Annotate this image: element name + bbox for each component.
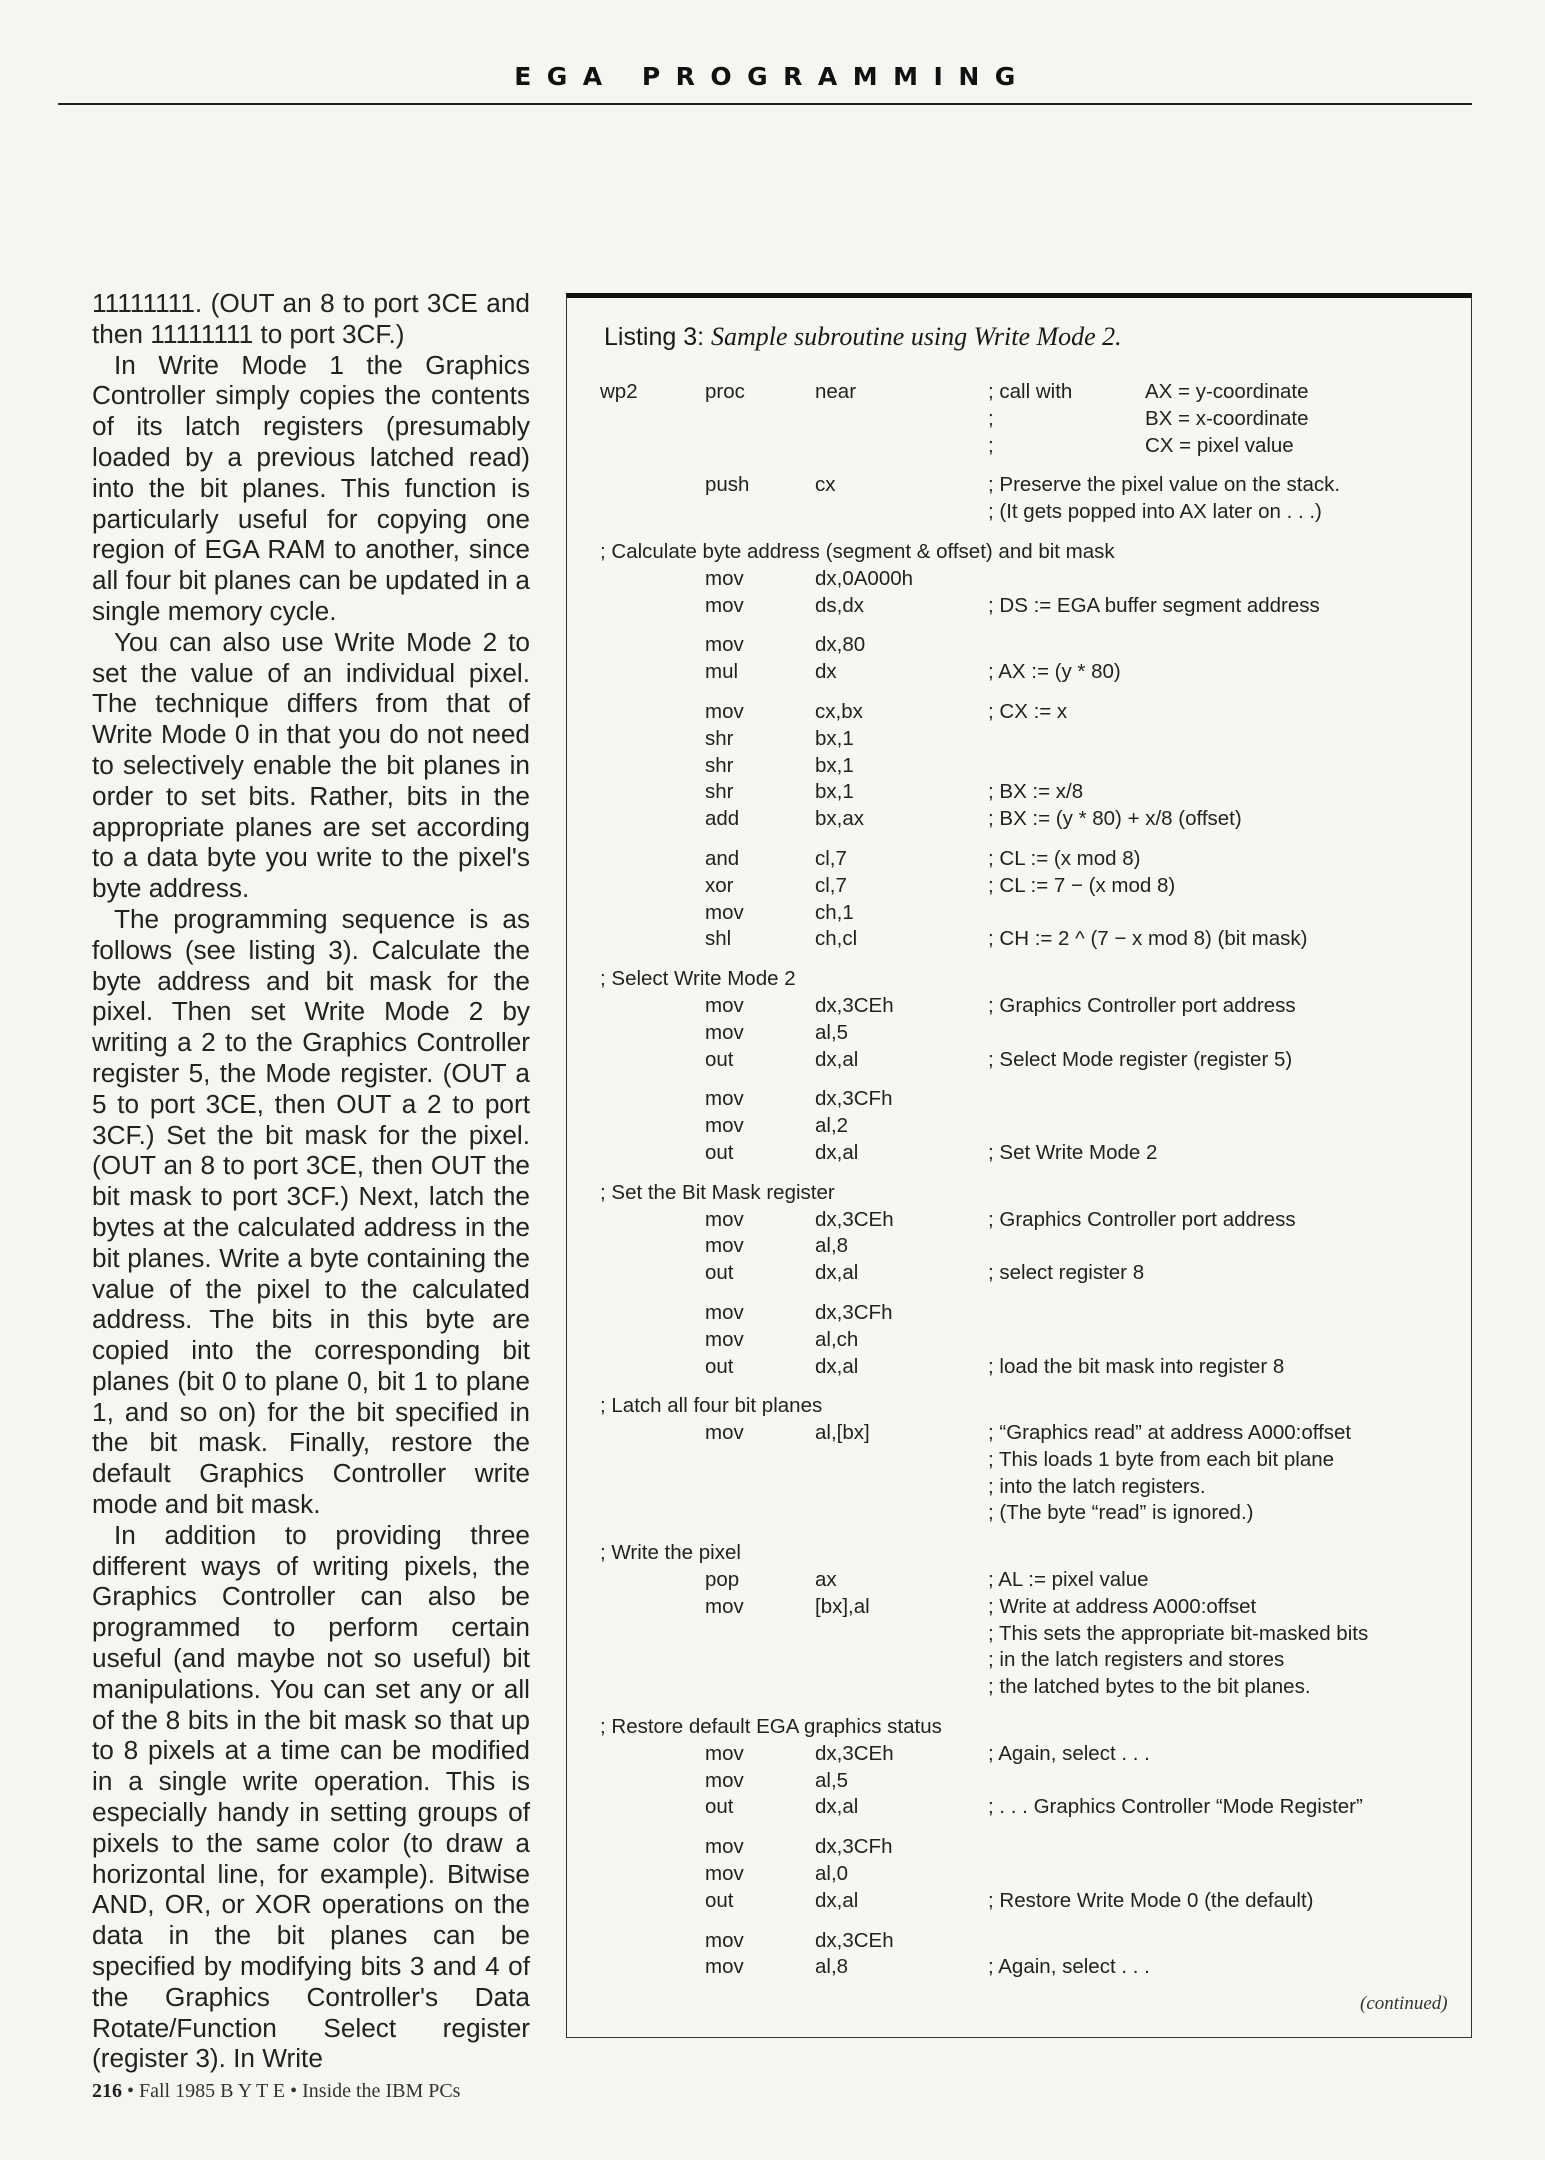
listing-mnemonic: out: [705, 1354, 734, 1378]
listing-line: [600, 1595, 1450, 1622]
listing-line: [600, 1394, 1450, 1421]
listing-line: [600, 754, 1450, 781]
listing-mnemonic: pop: [705, 1568, 740, 1592]
listing-line: [600, 1048, 1450, 1075]
listing-line: [600, 434, 1450, 461]
listing-section-comment: ; Set the Bit Mask register: [600, 1180, 835, 1204]
listing-caption: Sample subroutine using Write Mode 2.: [711, 322, 1122, 351]
listing-section-comment: ; Write the pixel: [600, 1541, 741, 1565]
listing-comment: ; (It gets popped into AX later on . . .): [988, 500, 1322, 524]
listing-line: [600, 1234, 1450, 1261]
listing-mnemonic: mov: [705, 900, 744, 924]
listing-mnemonic: mov: [705, 1862, 744, 1886]
listing-mnemonic: push: [705, 473, 750, 497]
listing-comment: ; This sets the appropriate bit-masked bits: [988, 1621, 1369, 1645]
listing-comment: ; in the latch registers and stores: [988, 1648, 1285, 1672]
listing-comment: ; CL := (x mod 8): [988, 846, 1141, 870]
listing-spacer: [600, 620, 1450, 633]
listing-mnemonic: mov: [705, 633, 744, 657]
listing-operand: dx,al: [815, 1354, 859, 1378]
listing-mnemonic: mov: [705, 1594, 744, 1618]
listing-mnemonic: mov: [705, 1300, 744, 1324]
listing-line: [600, 660, 1450, 687]
listing-mnemonic: shr: [705, 780, 734, 804]
listing-line: [600, 633, 1450, 660]
listing-mnemonic: mov: [705, 993, 744, 1017]
listing-operand: dx,3CFh: [815, 1087, 893, 1111]
listing-mnemonic: mov: [705, 1421, 744, 1445]
listing-line: [600, 967, 1450, 994]
listing-mnemonic: and: [705, 846, 740, 870]
listing-operand: dx,3CEh: [815, 993, 894, 1017]
listing-comment: ; BX := (y * 80) + x/8 (offset): [988, 807, 1242, 831]
listing-operand: al,0: [815, 1862, 849, 1886]
listing-operand: dx,al: [815, 1140, 859, 1164]
listing-operand: [bx],al: [815, 1594, 870, 1618]
listing-line: [600, 1501, 1450, 1528]
listing-operand: ch,1: [815, 900, 854, 924]
listing-mnemonic: mov: [705, 1327, 744, 1351]
listing-comment: ; into the latch registers.: [988, 1474, 1206, 1498]
listing-mnemonic: out: [705, 1261, 734, 1285]
listing-mnemonic: mul: [705, 660, 739, 684]
listing-operand: al,[bx]: [815, 1421, 870, 1445]
listing-line: [600, 1301, 1450, 1328]
listing-comment: ; Restore Write Mode 0 (the default): [988, 1888, 1314, 1912]
listing-operand: dx,al: [815, 1795, 859, 1819]
listing-comment: ; call with: [988, 380, 1073, 403]
listing-operand: dx,0A000h: [815, 566, 914, 590]
listing-mnemonic: out: [705, 1795, 734, 1819]
listing-line: [600, 1675, 1450, 1702]
listing-mnemonic: mov: [705, 699, 744, 723]
listing-operand: al,2: [815, 1114, 849, 1138]
listing-mnemonic: proc: [705, 380, 745, 403]
listing-operand: al,ch: [815, 1327, 859, 1351]
listing-mnemonic: out: [705, 1140, 734, 1164]
listing-operand: bx,1: [815, 726, 854, 750]
listing-comment: ;: [988, 433, 994, 457]
listing-spacer: [600, 527, 1450, 540]
listing-line: [600, 1769, 1450, 1796]
listing-mnemonic: mov: [705, 1234, 744, 1258]
listing-mnemonic: mov: [705, 1087, 744, 1111]
listing-line: [600, 1021, 1450, 1048]
listing-comment: ; “Graphics read” at address A000:offset: [988, 1421, 1352, 1445]
listing-line: [600, 594, 1450, 621]
listing-spacer: [600, 954, 1450, 967]
listing-mnemonic: mov: [705, 593, 744, 617]
listing-mnemonic: shr: [705, 753, 734, 777]
listing-section-comment: ; Calculate byte address (segment & offset) and bit mask: [600, 539, 1115, 563]
running-header: EGA PROGRAMMING: [514, 62, 1031, 91]
listing-operand: near: [815, 380, 857, 403]
listing-spacer: [600, 687, 1450, 700]
listing-spacer: [600, 1168, 1450, 1181]
listing-line: [600, 1181, 1450, 1208]
listing-comment: ; Again, select . . .: [988, 1955, 1150, 1979]
listing-line: [600, 700, 1450, 727]
listing-section-comment: ; Restore default EGA graphics status: [600, 1715, 942, 1739]
listing-mnemonic: mov: [705, 1020, 744, 1044]
listing-comment: ; DS := EGA buffer segment address: [988, 593, 1320, 617]
listing-mnemonic: shl: [705, 927, 732, 951]
listing-line: [600, 1648, 1450, 1675]
listing-comment: ; select register 8: [988, 1261, 1145, 1285]
listing-comment: ; CX := x: [988, 699, 1068, 723]
listing-comment: ; Graphics Controller port address: [988, 993, 1296, 1017]
listing-operand: ch,cl: [815, 927, 858, 951]
listing-comment: ; Select Mode register (register 5): [988, 1047, 1293, 1071]
listing-comment: ; CH := 2 ^ (7 − x mod 8) (bit mask): [988, 927, 1308, 951]
listing-spacer: [600, 1288, 1450, 1301]
listing-spacer: [600, 1702, 1450, 1715]
listing-comment: ; This loads 1 byte from each bit plane: [988, 1447, 1335, 1471]
listing-operand: bx,ax: [815, 807, 864, 831]
listing-operand: dx,al: [815, 1261, 859, 1285]
listing-mnemonic: mov: [705, 1928, 744, 1952]
listing-line: [600, 1889, 1450, 1916]
listing-comment: ; AX := (y * 80): [988, 660, 1121, 684]
listing-spacer: [600, 1074, 1450, 1087]
listing-operand: dx,3CFh: [815, 1300, 893, 1324]
continued-note: (continued): [1360, 1993, 1448, 2014]
listing-line: [600, 1421, 1450, 1448]
listing-comment: ; the latched bytes to the bit planes.: [988, 1675, 1311, 1699]
listing-mnemonic: out: [705, 1047, 734, 1071]
listing-comment-detail: BX = x-coordinate: [1145, 406, 1309, 430]
listing-comment: ; Preserve the pixel value on the stack.: [988, 473, 1341, 497]
code-listing: [600, 380, 1450, 1982]
listing-line: [600, 567, 1450, 594]
listing-comment-detail: AX = y-coordinate: [1145, 380, 1309, 403]
listing-line: [600, 994, 1450, 1021]
listing-operand: cx: [815, 473, 836, 497]
listing-comment: ; . . . Graphics Controller “Mode Register”: [988, 1795, 1363, 1819]
page-footer: [92, 2080, 460, 2103]
listing-line: [600, 727, 1450, 754]
listing-line: [600, 1622, 1450, 1649]
listing-comment: ; (The byte “read” is ignored.): [988, 1501, 1254, 1525]
listing-line: [600, 780, 1450, 807]
listing-line: [600, 1929, 1450, 1956]
listing-mnemonic: add: [705, 807, 740, 831]
footer-text: • Fall 1985 B Y T E • Inside the IBM PCs: [127, 2080, 461, 2102]
body-paragraph: In addition to providing three different ways of writing pixels, the Graphics Controller can also be programmed to perform certain useful (and maybe not so useful) bit manipulations. You can set any or all of the 8 bits in the bit mask so that up to 8 pixels at a time can be modified in a single write operation. This is especially handy in setting groups of pixels to the same color (to draw a horizontal line, for example). Bitwise AND, OR, or XOR operations on the data in the bit planes can be specified by modifying bits 3 and 4 of the Graphics Controller's Data Rotate/Function Select register (register 3). In Write: [92, 1519, 530, 2074]
listing-operand: dx,3CEh: [815, 1207, 894, 1231]
listing-line: [600, 540, 1450, 567]
listing-comment: ; Write at address A000:offset: [988, 1594, 1257, 1618]
listing-operand: dx,al: [815, 1047, 859, 1071]
listing-line: [600, 847, 1450, 874]
listing-line: [600, 1355, 1450, 1382]
listing-spacer: [600, 1528, 1450, 1541]
listing-operand: al,8: [815, 1234, 849, 1258]
listing-line: [600, 1328, 1450, 1355]
listing-label: Listing 3:: [604, 323, 705, 351]
listing-line: [600, 1568, 1450, 1595]
listing-operand: bx,1: [815, 753, 854, 777]
body-text-column: [92, 288, 530, 2074]
listing-operand: dx: [815, 660, 837, 684]
listing-mnemonic: xor: [705, 873, 734, 897]
listing-line: [600, 1141, 1450, 1168]
listing-operand: dx,3CEh: [815, 1928, 894, 1952]
listing-section-comment: ; Select Write Mode 2: [600, 967, 796, 991]
listing-spacer: [600, 834, 1450, 847]
listing-line: [600, 407, 1450, 434]
listing-comment: ; Again, select . . .: [988, 1741, 1150, 1765]
listing-spacer: [600, 460, 1450, 473]
listing-line: [600, 473, 1450, 500]
listing-operand: dx,80: [815, 633, 866, 657]
listing-line: [600, 1715, 1450, 1742]
listing-operand: dx,3CFh: [815, 1835, 893, 1859]
listing-mnemonic: shr: [705, 726, 734, 750]
listing-comment: ; AL := pixel value: [988, 1568, 1149, 1592]
listing-comment: ;: [988, 406, 994, 430]
listing-operand: dx,3CEh: [815, 1741, 894, 1765]
listing-mnemonic: mov: [705, 1768, 744, 1792]
listing-operand: al,8: [815, 1955, 849, 1979]
listing-section-comment: ; Latch all four bit planes: [600, 1394, 823, 1418]
listing-mnemonic: mov: [705, 1741, 744, 1765]
body-paragraph: In Write Mode 1 the Graphics Controller simply copies the contents of its latch registers (presumably loaded by a previous latched read) into the bit planes. This function is particularly useful for copying one region of EGA RAM to another, since all four bit planes can be updated in a single memory cycle.: [92, 349, 530, 626]
listing-spacer: [600, 1822, 1450, 1835]
listing-comment-detail: CX = pixel value: [1145, 433, 1294, 457]
listing-operand: bx,1: [815, 780, 854, 804]
listing-mnemonic: mov: [705, 1835, 744, 1859]
listing-line: [600, 1208, 1450, 1235]
listing-operand: ds,dx: [815, 593, 864, 617]
body-paragraph: The programming sequence is as follows (see listing 3). Calculate the byte address and bit mask for the pixel. Then set Write Mode 2 by writing a 2 to the Graphics Controller register 5, the Mode register. (OUT a 5 to port 3CE, then OUT a 2 to port 3CF.) Set the bit mask for the pixel. (OUT an 8 to port 3CE, then OUT the bit mask to port 3CF.) Next, latch the bytes at the calculated address in the bit planes. Write a byte containing the value of the pixel to the calculated address. The bits in this byte are copied into the corresponding bit planes (bit 0 to plane 0, bit 1 to plane 1, and so on) for the bit specified in the bit mask. Finally, restore the default Graphics Controller write mode and bit mask.: [92, 903, 530, 1520]
listing-line: [600, 380, 1450, 407]
page-number: 216: [92, 2080, 122, 2102]
listing-operand: cl,7: [815, 873, 847, 897]
listing-line: [600, 1835, 1450, 1862]
body-paragraph: You can also use Write Mode 2 to set the value of an individual pixel. The technique differs from that of Write Mode 0 in that you do not need to selectively enable the bit planes in order to set bits. Rather, bits in the appropriate planes are set according to a data byte you write to the pixel's byte address.: [92, 626, 530, 904]
listing-comment: ; Graphics Controller port address: [988, 1207, 1296, 1231]
listing-mnemonic: out: [705, 1888, 734, 1912]
listing-operand: ax: [815, 1568, 837, 1592]
listing-operand: cl,7: [815, 846, 847, 870]
listing-comment: ; BX := x/8: [988, 780, 1084, 804]
listing-line: [600, 1742, 1450, 1769]
listing-mnemonic: mov: [705, 1114, 744, 1138]
listing-line: [600, 1475, 1450, 1502]
listing-line: [600, 1955, 1450, 1982]
listing-mnemonic: mov: [705, 566, 744, 590]
listing-operand: al,5: [815, 1020, 849, 1044]
listing-line: [600, 807, 1450, 834]
listing-line: [600, 874, 1450, 901]
listing-mnemonic: mov: [705, 1955, 744, 1979]
listing-comment: ; Set Write Mode 2: [988, 1140, 1158, 1164]
listing-label: wp2: [600, 380, 638, 403]
body-paragraph: 11111111. (OUT an 8 to port 3CE and then 11111111 to port 3CF.): [92, 288, 530, 349]
listing-line: [600, 927, 1450, 954]
listing-line: [600, 1541, 1450, 1568]
listing-mnemonic: mov: [705, 1207, 744, 1231]
header-rule: [58, 103, 1472, 105]
listing-line: [600, 1114, 1450, 1141]
listing-operand: cx,bx: [815, 699, 863, 723]
listing-line: [600, 1448, 1450, 1475]
listing-line: [600, 1862, 1450, 1889]
listing-comment: ; CL := 7 − (x mod 8): [988, 873, 1176, 897]
listing-line: [600, 1795, 1450, 1822]
listing-line: [600, 901, 1450, 928]
listing-operand: al,5: [815, 1768, 849, 1792]
listing-line: [600, 1261, 1450, 1288]
listing-line: [600, 500, 1450, 527]
listing-spacer: [600, 1916, 1450, 1929]
listing-spacer: [600, 1381, 1450, 1394]
listing-comment: ; load the bit mask into register 8: [988, 1354, 1285, 1378]
listing-title: [604, 322, 1122, 352]
listing-line: [600, 1087, 1450, 1114]
listing-operand: dx,al: [815, 1888, 859, 1912]
